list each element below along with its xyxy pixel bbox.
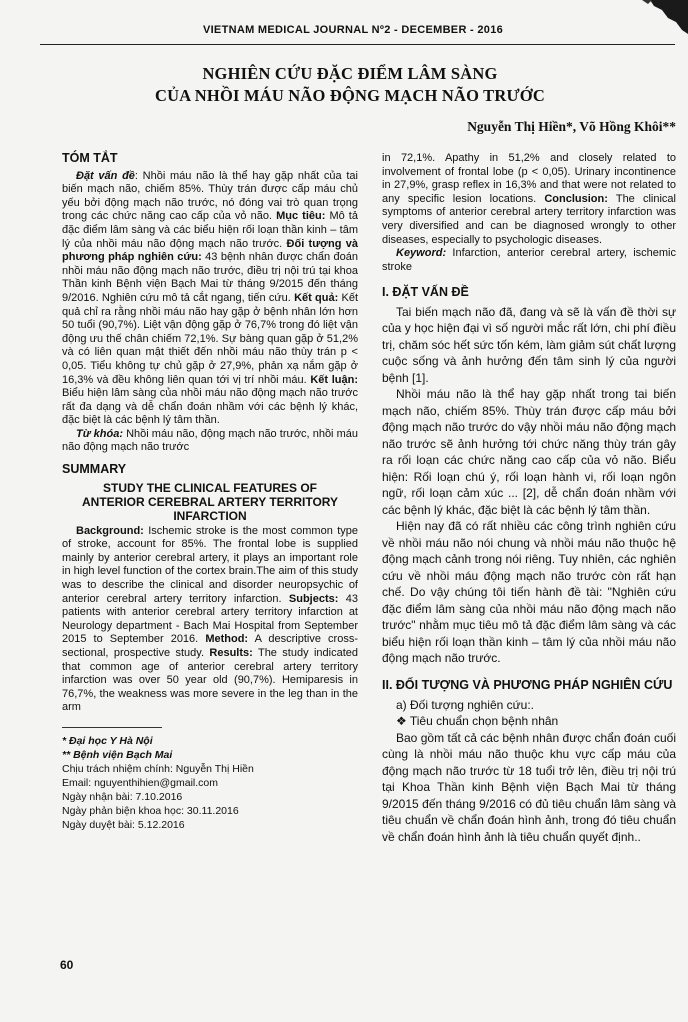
subjects-label: Subjects: [288,592,339,605]
summary-heading: SUMMARY [62,462,127,477]
tomtat-abstract [62,170,358,428]
tukhoa-text: Nhồi máu não, động mạch não trước, nhồi máu não động mạch não trước [62,427,358,454]
doituong-text: 43 bệnh nhân được chẩn đoán nhồi máu não động mạch não trước, điều trị nội trú tại khoa Thần kinh Bệnh viện Bạch Mai từ tháng 9/2015 đến tháng 9/2016. Nghiên cứu mô tả cắt ngang, tiến cứu. [62,251,358,304]
keyword-text: Infarction, anterior cerebral artery, ischemic stroke [382,247,676,273]
section1-p3: Hiện nay đã có rất nhiều các công trình nghiên cứu về nhồi máu não nói chung và nhồi máu não thuộc hệ động mạch cảnh trong nói riêng. Tuy nhiên, các nghiên cứu về nhồi máu động mạch não trước còn rất hạn chế. Do vậy chúng tôi tiến hành đề tài: "Nghiên cứu đặc điểm lâm sàng của nhồi máu não động mạch não trước" nhằm mục tiêu mô tả đặc điểm lâm sàng và các biểu hiện rối loạn thần kinh – tâm lý của nhồi máu não động mạch não trước. [382,519,676,666]
section1-heading: I. ĐẶT VẤN ĐỀ [382,285,469,300]
summary-continued [382,152,676,247]
summary-abstract [62,525,358,715]
keyword [382,247,676,274]
method-label: Method: [205,633,249,646]
tukhoa [62,428,358,455]
muctieu-label: Mục tiêu: [276,210,326,223]
ketluan-label: Kết luận: [310,373,358,386]
subjects-text: 43 patients with anterior cerebral artery territory infarction at Neurology department - Bach Mai Hospital from September 2015 to September 2016. [62,592,358,646]
footnote-3: Chịu trách nhiệm chính: Nguyễn Thị Hiền [62,762,254,775]
conclusion-text: The clinical symptoms of anterior cerebral artery territory infarction was very diversified and can be diagnosed wrongly to other diseases, especially to psychologic diseases. [382,192,676,246]
footnote-7: Ngày duyệt bài: 5.12.2016 [62,818,185,831]
article-title-line2: CỦA NHỒI MÁU NÃO ĐỘNG MẠCH NÃO TRƯỚC [155,86,545,105]
section1-p2: Nhồi máu não là thể hay gặp nhất trong tai biến mạch não, chiếm 85%. Thùy trán được cấp máu bởi động mạch não trước do vậy nhồi máu não động mạch não trước sẽ ảnh hưởng tới chức năng thùy trán gây ra rối loạn các chức năng cao cấp của vỏ não. Biểu hiện: Rối loạn chú ý, rối loạn hành vi, rối loạn ngôn ngữ, rối loạn cảm xúc ... [2], dễ chẩn đoán nhầm với các bệnh lý khác, đặc biệt là các bệnh lý tâm thần. [382,387,676,517]
ketluan-text: Biểu hiện lâm sàng của nhồi máu não động mạch não trước rất đa dạng và dễ chẩn đoán nhầm với các bệnh lý khác, đặc biệt là các bệnh lý tâm thần. [62,387,358,427]
footnote-1: * Đại học Y Hà Nội [62,734,153,747]
eng-title-line1: STUDY THE CLINICAL FEATURES OF [102,480,317,495]
left-column [62,152,358,832]
journal-header: VIETNAM MEDICAL JOURNAL Nº2 - DECEMBER - 2016 [202,24,504,36]
page-corner-mark [642,0,688,34]
section2-heading: II. ĐỐI TƯỢNG VÀ PHƯƠNG PHÁP NGHIÊN CỨU [382,677,673,692]
section1-p1: Tai biến mạch não đã, đang và sẽ là vấn đề thời sự của y học hiện đại vì số người mắc rất lớn, chi phí điều trị, chăm sóc hết sức tốn kém, làm giảm sút chất lượng cuộc sống và ảnh hưởng đến tâm sinh lý của người bệnh [1]. [382,304,676,385]
footnote-rule [62,727,162,728]
datvande-label: Đặt vấn đề [76,169,135,182]
section2-p1: Bao gồm tất cả các bệnh nhân được chẩn đoán cuối cùng là nhồi máu não thuộc khu vực cấp máu của động mạch não trước từ 18 tuổi trở lên, điều trị nội trú tại Khoa Thần kinh Bệnh viện Bạch Mai từ tháng 9/2015 đến tháng 9/2016 có đủ tiêu chuẩn lâm sàng và tiêu chuẩn về chẩn đoán hình ảnh, trong đó tiêu chuẩn về chẩn đoán hình ảnh là tiêu chuẩn quyết định.. [382,730,676,844]
conclusion-label: Conclusion: [544,192,608,205]
method-text: A descriptive cross- sectional, prospective study. [62,633,358,659]
article-title-line1: NGHIÊN CỨU ĐẶC ĐIỂM LÂM SÀNG [202,64,498,83]
footnote-2: ** Bệnh viện Bạch Mai [62,748,173,761]
tomtat-heading: TÓM TẮT [62,151,118,165]
background-label: Background: [76,524,144,537]
section2-sub-a: a) Đối tượng nghiên cứu:. [396,697,535,712]
tukhoa-label: Từ khóa: [76,427,123,440]
results-continued: in 72,1%. Apathy in 51,2% and closely related to involvement of frontal lobe (p < 0,05). Urinary incontinence in 27,9%, grasp reflex in 16,3% and that were not related to any specific lesion locations. [382,152,676,205]
footnote-4: Email: nguyenthihien@gmail.com [62,776,218,789]
eng-title [62,481,358,523]
muctieu-text: Mô tả đặc điểm lâm sàng và các biểu hiện rối loạn thần kinh – tâm lý của nhồi máu não động mạch não trước. [62,210,358,250]
eng-title-line3: INFARCTION [173,508,247,523]
doituong-label: Đối tượng và phương pháp nghiên cứu: [62,237,358,264]
footnote-5: Ngày nhận bài: 7.10.2016 [62,790,183,803]
page-number: 60 [60,958,74,972]
datvande-text: : Nhồi máu não là thể hay gặp nhất của tai biến mạch não, chiếm 85%. Thùy trán được cấp máu chủ yếu bởi động mạch não trước, nó đóng vai trò quan trọng trong các chức năng cao cấp của vỏ não. [62,169,358,223]
section2-bullet: ❖ Tiêu chuẩn chọn bệnh nhân [396,714,559,729]
right-column [382,152,676,845]
keyword-label: Keyword: [396,247,447,260]
ketqua-label: Kết quả: [294,291,339,304]
ketqua-text: Kết quả chỉ ra rằng nhồi máu não hay gặp ở bệnh nhân lớn hơn 50 tuổi (90,7%). Liệt vận động gặp ở 76,7% trong đó liệt vận động ưu thế chân chiếm 72,1%. Sự bàng quan gặp ở 51,2% và có liên quan mật thiết đến nhồi máu não thùy trán p < 0,05. Tiểu không tự chủ gặp ở 27,9%, phản xạ nắm gặp ở 16,3% và đều không liên quan tới vị trí nhồi máu. [62,291,358,386]
footnotes [62,734,358,832]
footnote-6: Ngày phản biện khoa học: 30.11.2016 [62,804,239,817]
header-rule [40,44,675,45]
eng-title-line2: ANTERIOR CEREBRAL ARTERY TERRITORY [81,494,339,509]
results-text: The study indicated that common age of anterior cerebral artery territory infarction was over 50 year old (90,7%). Hemiparesis in 76,7%, the weakness was more severe in the leg than in the arm [62,647,358,714]
background-text: Ischemic stroke is the most common type of stroke, account for 85%. The frontal lobe is supplied mainly by anterior cerebral artery, it plays an important role in high level function of the cortex brain.The aim of this study was to describe the clinical and disorder neuropsychic of anterior cerebral artery territory infarction. [62,524,358,605]
authors: Nguyễn Thị Hiền*, Võ Hồng Khôi** [467,119,676,134]
results-label: Results: [209,647,253,659]
